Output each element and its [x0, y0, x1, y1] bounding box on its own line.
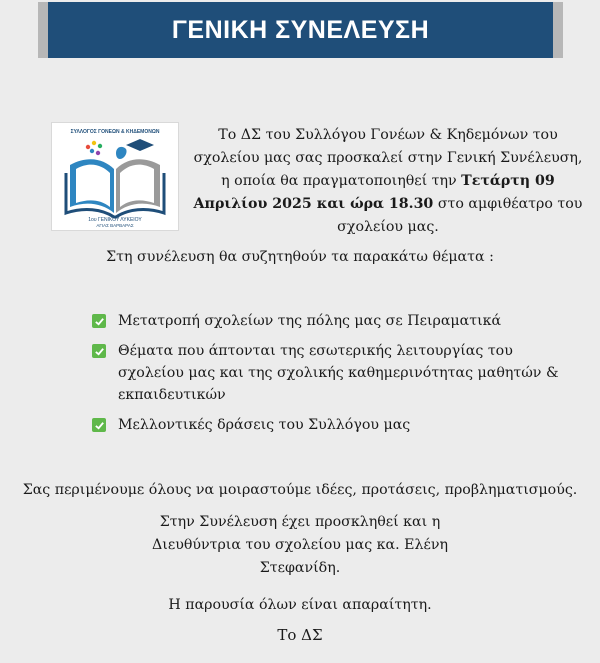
- board-signature: Το ΔΣ: [277, 626, 323, 644]
- invitation-text-start: Το ΔΣ του Συλλόγου Γονέων & Κηδεμόνων του σχολείου μας σας προσκαλεί στην Γενική Συνέλευση, η οποία θα πραγματοποιηθεί την: [193, 127, 583, 189]
- page-title: ΓΕΝΙΚΗ ΣΥΝΕΛΕΥΣΗ: [171, 15, 430, 44]
- topic-text: Μετατροπή σχολείων της πόλης μας σε Πειραματικά: [118, 313, 502, 329]
- meeting-date: Τετάρτη 09 Απριλίου 2025 και ώρα 18.30: [193, 173, 555, 212]
- association-logo: [51, 122, 179, 231]
- topic-text: Μελλοντικές δράσεις του Συλλόγου μας: [118, 417, 411, 433]
- list-item: [92, 340, 562, 406]
- check-icon: [92, 418, 106, 432]
- invitation-paragraph: [190, 124, 586, 239]
- closing-invitation: Σας περιμένουμε όλους να μοιραστούμε ιδέες, προτάσεις, προβληματισμούς.: [22, 482, 578, 498]
- logo-bottom-line1: 1ου ΓΕΝΙΚΟΥ ΛΥΚΕΙΟΥ: [88, 217, 142, 223]
- check-icon: [92, 344, 106, 358]
- logo-top-text: ΣΥΛΛΟΓΟΣ ΓΟΝΕΩΝ & ΚΗΔΕΜΟΝΩΝ: [70, 129, 160, 135]
- header-frame: [38, 2, 563, 58]
- list-item: [92, 310, 562, 332]
- principal-invited-note: Στην Συνέλευση έχει προσκληθεί και η Διευθύντρια του σχολείου μας κα. Ελένη Στεφανίδη.: [152, 514, 448, 576]
- header-banner: [48, 2, 553, 58]
- invitation-text-end: στο αμφιθέατρο του σχολείου μας.: [337, 196, 583, 235]
- attendance-note: Η παρουσία όλων είναι απαραίτητη.: [168, 597, 432, 613]
- topic-text: Θέματα που άπτονται της εσωτερικής λειτουργίας του σχολείου μας και της σχολικής καθημερινότητας μαθητών & εκπαιδευτικών: [118, 343, 559, 403]
- logo-bottom-line2: ΑΓΙΑΣ ΒΑΡΒΑΡΑΣ: [96, 223, 134, 228]
- topics-list: [92, 310, 562, 444]
- list-item: [92, 414, 562, 436]
- topics-intro: Στη συνέλευση θα συζητηθούν τα παρακάτω θέματα :: [106, 249, 494, 265]
- check-icon: [92, 314, 106, 328]
